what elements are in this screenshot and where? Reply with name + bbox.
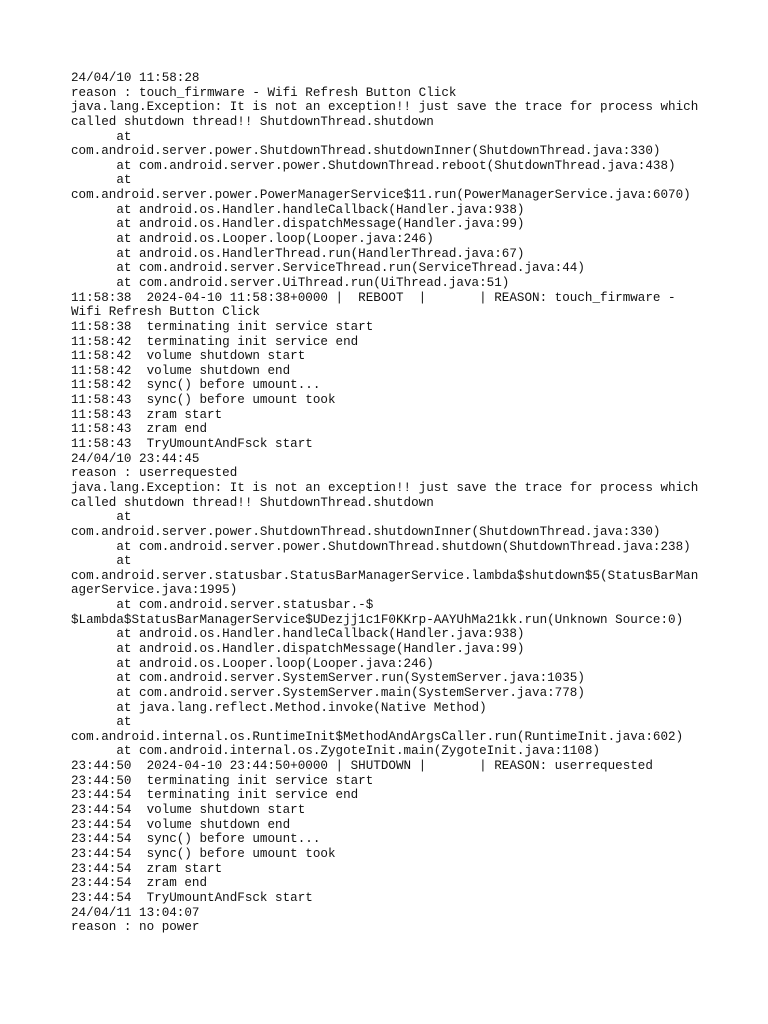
log-line: at com.android.server.UiThread.run(UiThread.java:51): [71, 275, 510, 290]
log-line: 23:44:54 TryUmountAndFsck start: [71, 890, 313, 905]
log-line: reason : no power: [71, 920, 200, 935]
log-line: at android.os.HandlerThread.run(HandlerThread.java:67): [71, 246, 525, 261]
log-line: 23:44:50 terminating init service start: [71, 773, 374, 788]
shutdown-log-text: [71, 71, 711, 935]
log-line: 23:44:54 zram start: [71, 861, 223, 876]
log-line: 11:58:38 2024-04-10 11:58:38+0000 | REBOOT | | REASON: touch_firmware -: [71, 290, 676, 305]
log-line: 11:58:42 terminating init service end: [71, 334, 359, 349]
log-line: $Lambda$StatusBarManagerService$UDezjj1c1F0KKrp-AAYUhMa21kk.run(Unknown Source:0): [71, 612, 684, 627]
log-line: at android.os.Handler.handleCallback(Handler.java:938): [71, 627, 525, 642]
log-line: at: [71, 173, 132, 188]
log-line: at android.os.Handler.dispatchMessage(Handler.java:99): [71, 217, 525, 232]
log-line: 23:44:54 volume shutdown start: [71, 803, 306, 818]
log-line: 11:58:43 zram end: [71, 422, 208, 437]
log-line: at com.android.server.SystemServer.main(SystemServer.java:778): [71, 685, 585, 700]
log-line: com.android.server.statusbar.StatusBarManagerService.lambda$shutdown$5(StatusBarMan: [71, 568, 699, 583]
log-line: called shutdown thread!! ShutdownThread.shutdown: [71, 495, 434, 510]
log-line: com.android.internal.os.RuntimeInit$MethodAndArgsCaller.run(RuntimeInit.java:602): [71, 729, 684, 744]
log-line: Wifi Refresh Button Click: [71, 305, 260, 320]
log-line: 23:44:50 2024-04-10 23:44:50+0000 | SHUTDOWN | | REASON: userrequested: [71, 759, 653, 774]
log-line: at android.os.Looper.loop(Looper.java:246): [71, 232, 434, 247]
log-line: 11:58:43 TryUmountAndFsck start: [71, 437, 313, 452]
log-line: at android.os.Handler.handleCallback(Handler.java:938): [71, 202, 525, 217]
log-line: 24/04/10 11:58:28: [71, 71, 200, 85]
log-line: 23:44:54 sync() before umount took: [71, 846, 336, 861]
log-line: 11:58:43 sync() before umount took: [71, 393, 336, 408]
log-line: at: [71, 510, 132, 525]
log-line: java.lang.Exception: It is not an exception!! just save the trace for process which: [71, 100, 699, 115]
log-line: at: [71, 554, 132, 569]
log-line: at com.android.internal.os.ZygoteInit.main(ZygoteInit.java:1108): [71, 744, 601, 759]
log-line: com.android.server.power.PowerManagerService$11.run(PowerManagerService.java:6070): [71, 188, 691, 203]
log-line: at com.android.server.power.ShutdownThread.shutdown(ShutdownThread.java:238): [71, 539, 691, 554]
log-line: 23:44:54 terminating init service end: [71, 788, 359, 803]
log-line: reason : touch_firmware - Wifi Refresh Button Click: [71, 85, 457, 100]
log-line: at android.os.Looper.loop(Looper.java:246): [71, 656, 434, 671]
log-line: at com.android.server.power.ShutdownThread.reboot(ShutdownThread.java:438): [71, 158, 676, 173]
log-line: called shutdown thread!! ShutdownThread.shutdown: [71, 114, 434, 129]
log-line: 11:58:38 terminating init service start: [71, 319, 374, 334]
log-line: com.android.server.power.ShutdownThread.shutdownInner(ShutdownThread.java:330): [71, 524, 661, 539]
log-line: 23:44:54 sync() before umount...: [71, 832, 321, 847]
log-line: 11:58:42 volume shutdown end: [71, 363, 291, 378]
log-line: 11:58:43 zram start: [71, 407, 223, 422]
log-line: at com.android.server.statusbar.-$: [71, 598, 374, 613]
log-line: at java.lang.reflect.Method.invoke(Native Method): [71, 700, 487, 715]
log-line: 11:58:42 volume shutdown start: [71, 349, 306, 364]
log-line: agerService.java:1995): [71, 583, 238, 598]
log-line: at: [71, 129, 132, 144]
log-line: at: [71, 715, 132, 730]
log-line: 23:44:54 zram end: [71, 876, 208, 891]
log-line: 24/04/10 23:44:45: [71, 451, 200, 466]
log-line: at com.android.server.ServiceThread.run(ServiceThread.java:44): [71, 261, 585, 276]
log-line: com.android.server.power.ShutdownThread.shutdownInner(ShutdownThread.java:330): [71, 144, 661, 159]
log-line: at com.android.server.SystemServer.run(SystemServer.java:1035): [71, 671, 585, 686]
log-line: reason : userrequested: [71, 466, 238, 481]
log-line: 24/04/11 13:04:07: [71, 905, 200, 920]
log-line: 23:44:54 volume shutdown end: [71, 817, 291, 832]
log-line: at android.os.Handler.dispatchMessage(Handler.java:99): [71, 641, 525, 656]
log-line: java.lang.Exception: It is not an exception!! just save the trace for process which: [71, 480, 699, 495]
log-line: 11:58:42 sync() before umount...: [71, 378, 321, 393]
